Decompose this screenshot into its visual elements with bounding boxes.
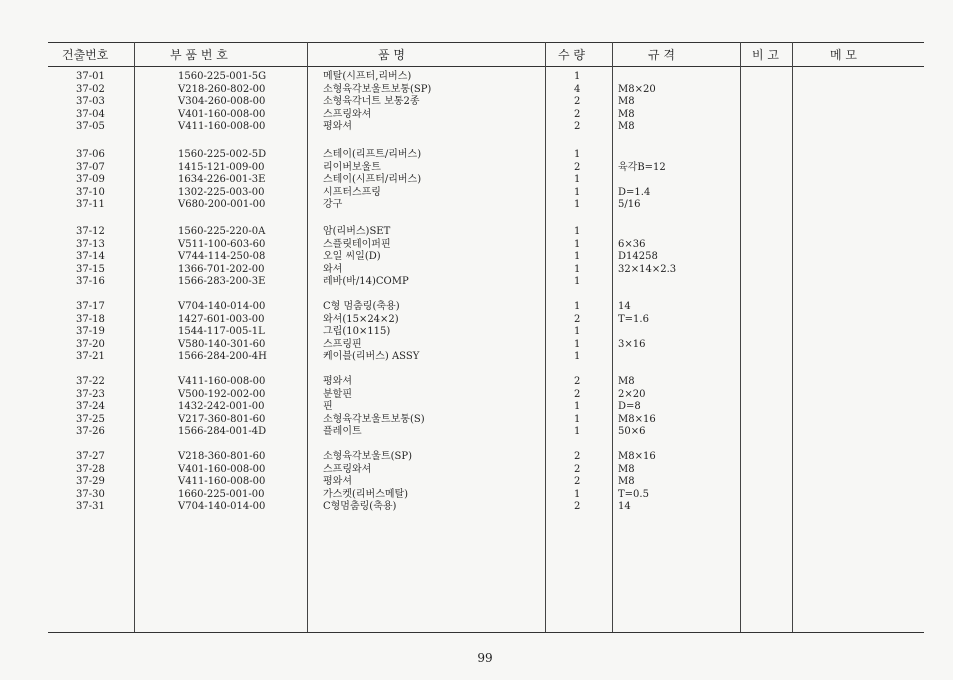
cell-spec: 6×36	[618, 238, 646, 250]
cell-name: 스프링와셔	[323, 108, 372, 120]
cell-name: 소형육각보울트보통(SP)	[323, 83, 432, 95]
cell-name: 소형육각보울트(SP)	[323, 451, 413, 462]
cell-spec: M8	[618, 108, 635, 120]
cell-part: V500-192-002-00	[178, 388, 266, 400]
cell-name: 평와셔	[323, 121, 352, 133]
cell-name: 암(리버스)SET	[323, 226, 391, 237]
cell-no: 37-21	[76, 351, 105, 363]
cell-qty: 1	[574, 426, 581, 438]
cell-part: 1560-225-220-0A	[178, 226, 266, 237]
cell-spec: M8	[618, 476, 635, 488]
cell-part: 1566-284-001-4D	[178, 426, 267, 438]
cell-spec: 50×6	[618, 426, 646, 438]
cell-qty: 1	[574, 226, 581, 237]
cell-qty: 2	[574, 451, 581, 462]
cell-part: 1560-225-001-5G	[178, 71, 267, 82]
bottom-rule	[48, 632, 924, 633]
header-qty: 수 량	[558, 48, 585, 62]
cell-spec: M8	[618, 376, 635, 387]
cell-part: 1544-117-005-1L	[178, 326, 265, 338]
cell-name: 오일 씨일(D)	[323, 251, 381, 263]
cell-qty: 1	[574, 174, 581, 186]
page-number: 99	[477, 651, 493, 665]
cell-qty: 1	[574, 301, 581, 312]
cell-no: 37-20	[76, 338, 105, 350]
cell-no: 37-29	[76, 476, 105, 488]
cell-no: 37-18	[76, 313, 105, 325]
cell-name: 소형육각보울트보통(S)	[323, 413, 425, 425]
cell-no: 37-27	[76, 451, 105, 462]
cell-part: 1366-701-202-00	[178, 263, 265, 275]
cell-name: 소형육각너트 보통2종	[323, 96, 420, 108]
cell-name: 와셔	[323, 263, 343, 275]
cell-spec: 14	[618, 501, 631, 513]
cell-spec: D14258	[618, 251, 658, 263]
cell-part: V704-140-014-00	[178, 501, 266, 513]
cell-qty: 1	[574, 186, 581, 198]
cell-qty: 2	[574, 463, 581, 475]
cell-qty: 1	[574, 488, 581, 500]
cell-part: V401-160-008-00	[178, 108, 266, 120]
cell-spec: T=0.5	[618, 488, 649, 500]
header-part-name: 품 명	[378, 48, 405, 62]
cell-name: C형멈춤링(축용)	[323, 501, 397, 513]
cell-part: V411-160-008-00	[178, 376, 266, 387]
cell-qty: 2	[574, 108, 581, 120]
cell-qty: 1	[574, 338, 581, 350]
cell-spec: 2×20	[618, 388, 646, 400]
cell-qty: 1	[574, 71, 581, 82]
cell-name: 스프링핀	[323, 338, 362, 350]
cell-qty: 1	[574, 238, 581, 250]
col-divider	[545, 42, 546, 632]
cell-qty: 2	[574, 96, 581, 108]
cell-qty: 2	[574, 161, 581, 173]
cell-part: V304-260-008-00	[178, 96, 266, 108]
cell-no: 37-01	[76, 71, 105, 82]
col-divider	[792, 42, 793, 632]
cell-name: 플레이트	[323, 426, 362, 438]
cell-part: V218-260-802-00	[178, 83, 266, 95]
cell-part: V744-114-250-08	[178, 251, 266, 263]
cell-no: 37-06	[76, 149, 105, 160]
header-no: 건출번호	[62, 48, 109, 62]
cell-qty: 1	[574, 326, 581, 338]
cell-no: 37-09	[76, 174, 105, 186]
cell-part: 1432-242-001-00	[178, 401, 265, 413]
cell-no: 37-15	[76, 263, 105, 275]
cell-no: 37-26	[76, 426, 105, 438]
cell-no: 37-02	[76, 83, 105, 95]
cell-name: 케이블(리버스) ASSY	[323, 351, 420, 363]
cell-no: 37-12	[76, 226, 105, 237]
cell-part: 1566-284-200-4H	[178, 351, 267, 363]
col-divider	[134, 42, 135, 632]
cell-no: 37-25	[76, 413, 105, 425]
cell-no: 37-30	[76, 488, 105, 500]
cell-part: V217-360-801-60	[178, 413, 266, 425]
header-memo: 메 모	[830, 48, 857, 62]
cell-part: 1415-121-009-00	[178, 161, 265, 173]
cell-spec: 5/16	[618, 199, 641, 211]
cell-no: 37-19	[76, 326, 105, 338]
header-part-number: 부 품 번 호	[170, 48, 228, 62]
cell-part: V680-200-001-00	[178, 199, 266, 211]
col-divider	[307, 42, 308, 632]
cell-spec: 육각B=12	[618, 161, 666, 173]
cell-qty: 2	[574, 476, 581, 488]
cell-name: 가스켓(리버스메탈)	[323, 488, 409, 500]
cell-qty: 2	[574, 501, 581, 513]
cell-name: C형 멈춤링(축용)	[323, 301, 400, 312]
cell-qty: 1	[574, 351, 581, 363]
cell-spec: M8	[618, 96, 635, 108]
cell-name: 시프터스프링	[323, 186, 381, 198]
cell-name: 리이버보울트	[323, 161, 381, 173]
cell-qty: 1	[574, 263, 581, 275]
cell-name: 평와셔	[323, 376, 352, 387]
cell-qty: 4	[574, 83, 581, 95]
cell-part: 1660-225-001-00	[178, 488, 265, 500]
cell-qty: 2	[574, 313, 581, 325]
cell-spec: 32×14×2.3	[618, 263, 677, 275]
cell-spec: M8	[618, 121, 635, 133]
cell-spec: D=1.4	[618, 186, 651, 198]
cell-spec: M8	[618, 463, 635, 475]
cell-spec: M8×16	[618, 451, 656, 462]
header-remark: 비 고	[752, 48, 779, 62]
cell-no: 37-24	[76, 401, 105, 413]
cell-part: V511-100-603-60	[178, 238, 266, 250]
cell-name: 레바(바/14)COMP	[323, 276, 409, 288]
cell-no: 37-14	[76, 251, 105, 263]
cell-name: 핀	[323, 401, 333, 413]
cell-no: 37-10	[76, 186, 105, 198]
cell-name: 그립(10×115)	[323, 326, 391, 338]
cell-no: 37-03	[76, 96, 105, 108]
cell-part: 1560-225-002-5D	[178, 149, 267, 160]
cell-part: 1566-283-200-3E	[178, 276, 266, 288]
cell-part: V411-160-008-00	[178, 121, 266, 133]
cell-qty: 2	[574, 121, 581, 133]
cell-name: 스프링와셔	[323, 463, 372, 475]
cell-no: 37-22	[76, 376, 105, 387]
cell-spec: D=8	[618, 401, 641, 413]
cell-no: 37-07	[76, 161, 105, 173]
cell-part: V580-140-301-60	[178, 338, 266, 350]
cell-name: 강구	[323, 199, 343, 211]
cell-qty: 1	[574, 413, 581, 425]
col-divider	[612, 42, 613, 632]
cell-spec: M8×20	[618, 83, 656, 95]
cell-qty: 1	[574, 401, 581, 413]
cell-no: 37-28	[76, 463, 105, 475]
cell-part: V704-140-014-00	[178, 301, 266, 312]
cell-qty: 2	[574, 388, 581, 400]
cell-name: 평와셔	[323, 476, 352, 488]
col-divider	[740, 42, 741, 632]
cell-part: V401-160-008-00	[178, 463, 266, 475]
cell-spec: 3×16	[618, 338, 646, 350]
cell-qty: 1	[574, 276, 581, 288]
cell-qty: 1	[574, 251, 581, 263]
cell-no: 37-11	[76, 199, 105, 211]
cell-part: 1302-225-003-00	[178, 186, 265, 198]
cell-name: 스테이(시프터/리버스)	[323, 174, 422, 186]
cell-no: 37-04	[76, 108, 105, 120]
cell-name: 와셔(15×24×2)	[323, 313, 399, 325]
cell-qty: 1	[574, 199, 581, 211]
cell-qty: 1	[574, 149, 581, 160]
cell-part: V218-360-801-60	[178, 451, 266, 462]
cell-no: 37-16	[76, 276, 105, 288]
cell-spec: M8×16	[618, 413, 656, 425]
cell-no: 37-31	[76, 501, 105, 513]
cell-spec: T=1.6	[618, 313, 649, 325]
cell-no: 37-23	[76, 388, 105, 400]
cell-part: 1634-226-001-3E	[178, 174, 266, 186]
cell-name: 메탈(시프터,리버스)	[323, 71, 412, 82]
cell-qty: 2	[574, 376, 581, 387]
cell-no: 37-17	[76, 301, 105, 312]
cell-part: V411-160-008-00	[178, 476, 266, 488]
cell-part: 1427-601-003-00	[178, 313, 265, 325]
cell-name: 스테이(리프트/리버스)	[323, 149, 422, 160]
cell-no: 37-13	[76, 238, 105, 250]
cell-no: 37-05	[76, 121, 105, 133]
cell-name: 분할핀	[323, 388, 352, 400]
cell-spec: 14	[618, 301, 631, 312]
cell-name: 스플릿테이퍼핀	[323, 238, 391, 250]
header-spec: 규 격	[648, 48, 675, 62]
